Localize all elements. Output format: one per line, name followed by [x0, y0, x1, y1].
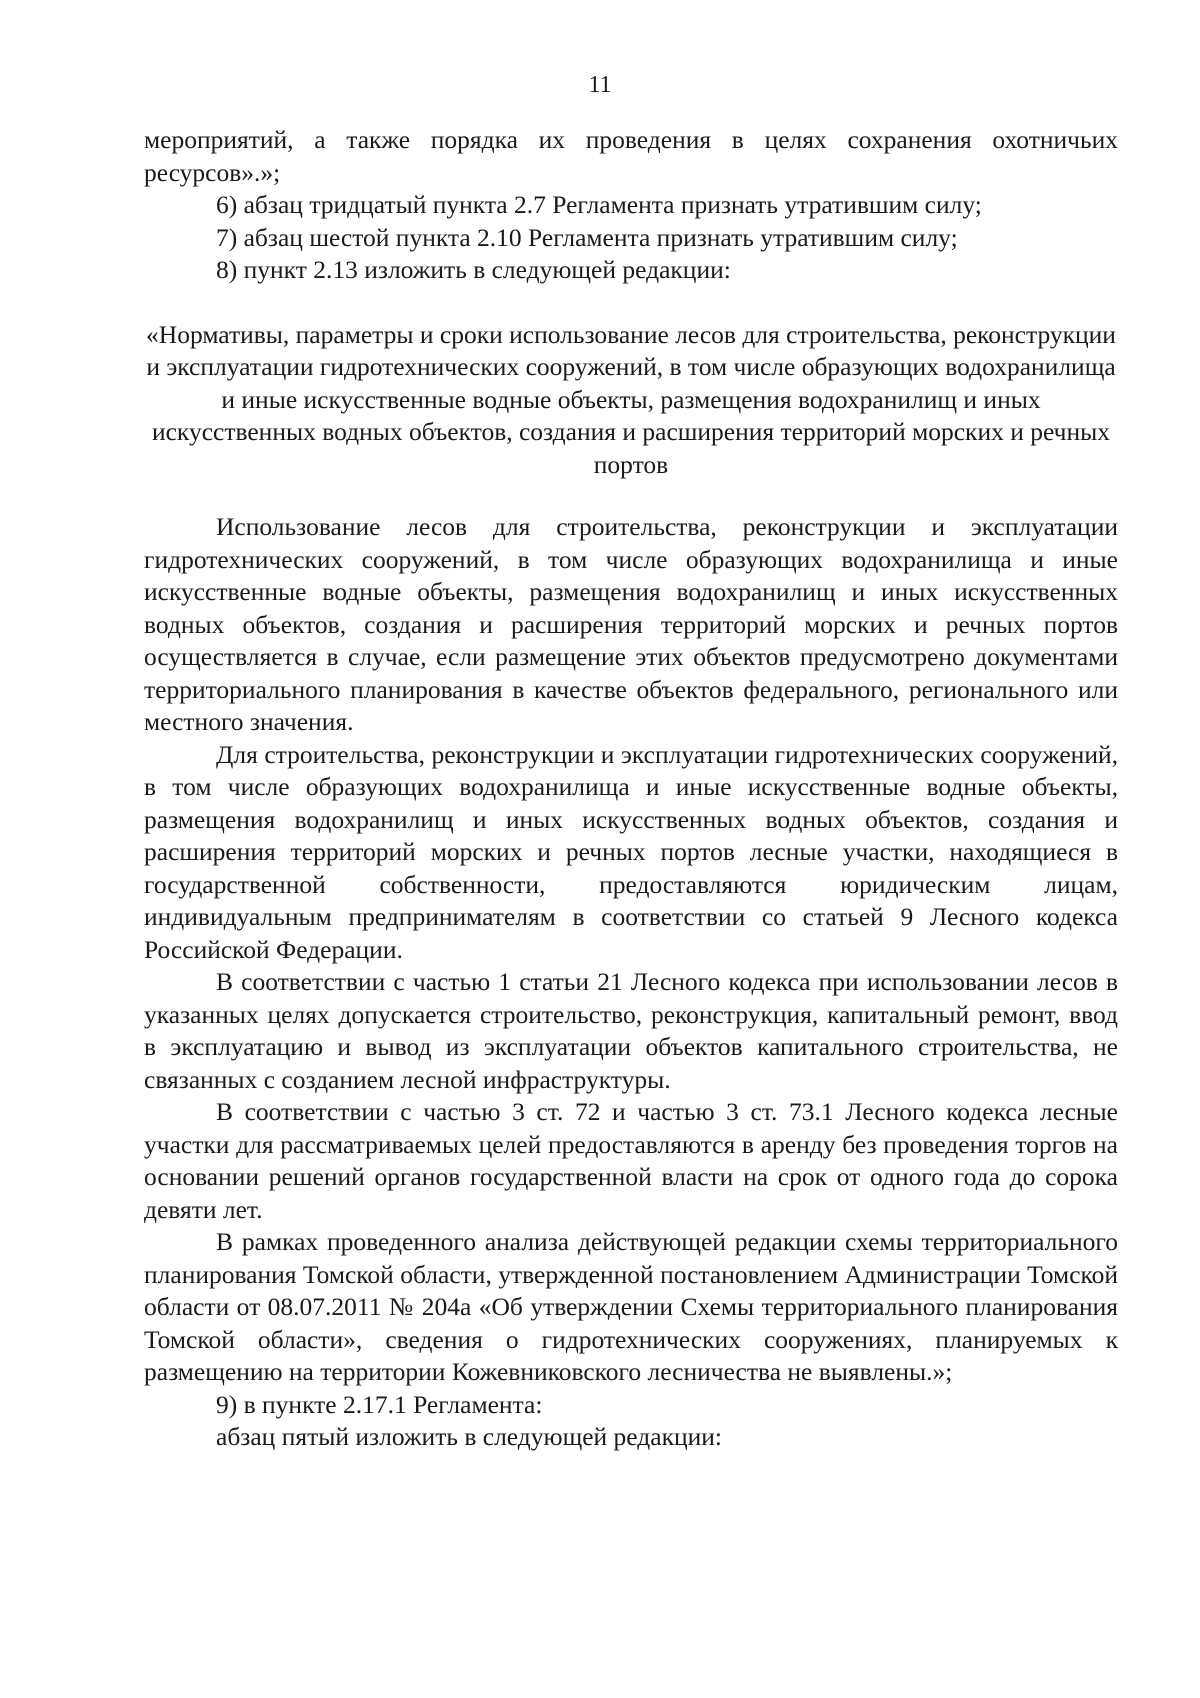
- paragraph-analysis: В рамках проведенного анализа действующей редакции схемы территориального планирования Томской области, утвержденной постановлением Администрации Томской области от 08.07.2011 № 204а «Об утверждении Схемы территориального планирования Томской области», сведения о гидротехнических сооружениях, планируемых к размещению на территории Кожевниковского лесничества не выявлены.»;: [144, 1227, 1118, 1386]
- paragraph-continuation: мероприятий, а также порядка их проведения в целях сохранения охотничьих ресурсов».»;: [144, 125, 1118, 187]
- page-number: 11: [588, 72, 612, 98]
- paragraph-item-9: 9) в пункте 2.17.1 Регламента:: [216, 1389, 543, 1419]
- paragraph-lease: В соответствии с частью 3 ст. 72 и частью 3 ст. 73.1 Лесного кодекса лесные участки для рассматриваемых целей предоставляются в аренду без проведения торгов на основании решений органов государственной власти на срок от одного года до сорока девяти лет.: [144, 1097, 1118, 1224]
- paragraph-item-9-sub: абзац пятый изложить в следующей редакции:: [216, 1422, 722, 1451]
- paragraph-item-8: 8) пункт 2.13 изложить в следующей редакции:: [216, 255, 731, 284]
- paragraph-item-6: 6) абзац тридцатый пункта 2.7 Регламента признать утратившим силу;: [216, 190, 982, 219]
- paragraph-item-7: 7) абзац шестой пункта 2.10 Регламента признать утратившим силу;: [216, 222, 958, 252]
- section-heading: «Нормативы, параметры и сроки использование лесов для строительства, реконструкции и эксплуатации гидротехнических сооружений, в том числе образующих водохранилища и иные искусственные водные объекты, размещения водохранилищ и иных искусственных водных объектов, создания и расширения территорий морских и речных портов: [146, 319, 1116, 479]
- paragraph-land-provision: Для строительства, реконструкции и эксплуатации гидротехнических сооружений, в том числе образующих водохранилища и иные искусственные водные объекты, размещения водохранилищ и иных искусственных водных объектов, создания и расширения территорий морских и речных портов лесные участки, находящиеся в государственной собственности, предоставляются юридическим лицам, индивидуальным предпринимателям в соответствии со статьей 9 Лесного кодекса Российской Федерации.: [144, 739, 1118, 964]
- document-body: [144, 124, 1118, 1454]
- paragraph-forest-use: Использование лесов для строительства, реконструкции и эксплуатации гидротехнических сооружений, в том числе образующих водохранилища и иные искусственные водные объекты, размещения водохранилищ и иных искусственных водных объектов, создания и расширения территорий морских и речных портов осуществляется в случае, если размещение этих объектов предусмотрено документами территориального планирования в качестве объектов федерального, регионального или местного значения.: [144, 512, 1118, 736]
- paragraph-article-21: В соответствии с частью 1 статьи 21 Лесного кодекса при использовании лесов в указанных целях допускается строительство, реконструкция, капитальный ремонт, ввод в эксплуатацию и вывод из эксплуатации объектов капитального строительства, не связанных с созданием лесной инфраструктуры.: [144, 967, 1118, 1094]
